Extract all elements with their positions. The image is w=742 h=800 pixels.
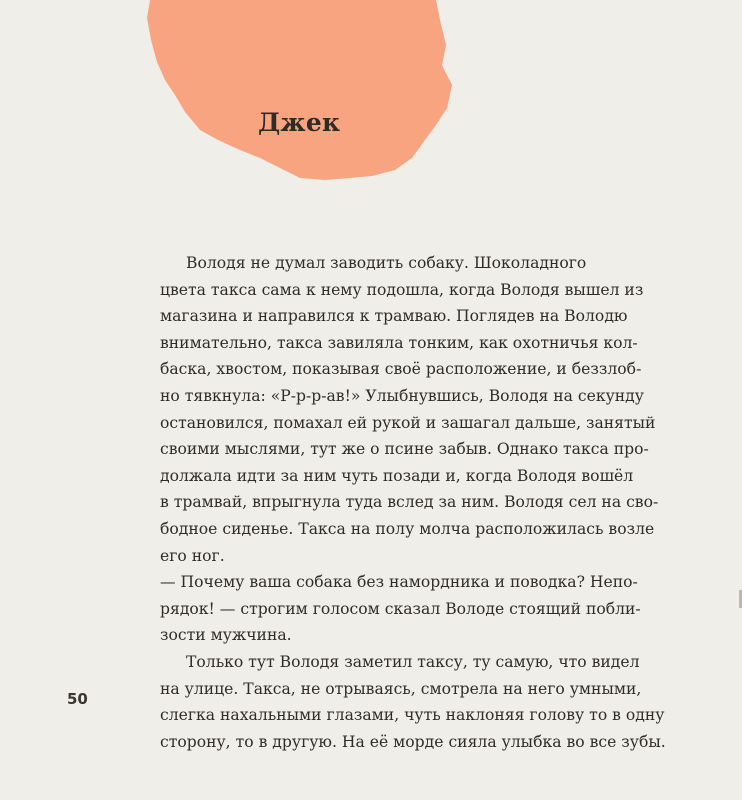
text-line: его ног. — [160, 546, 225, 565]
page-number: 50 — [67, 690, 88, 708]
text-line: остановился, помахал ей рукой и зашагал дальше, занятый — [160, 413, 656, 432]
text-line: но тявкнула: «Р-р-р-ав!» Улыбнувшись, Володя на секунду — [160, 386, 644, 405]
text-line: должала идти за ним чуть позади и, когда Володя вошёл — [160, 466, 634, 485]
text-line: своими мыслями, тут же о псине забыв. Однако такса про- — [160, 440, 649, 459]
text-line: внимательно, такса завиляла тонким, как охотничья кол- — [160, 333, 638, 352]
text-line: слегка нахальными глазами, чуть наклоняя голову то в одну — [160, 706, 665, 725]
text-line: Володя не думал заводить собаку. Шоколадного — [186, 254, 587, 272]
watercolor-blob-decoration — [0, 0, 742, 200]
text-line: Только тут Володя заметил таксу, ту самую, что видел — [186, 652, 640, 671]
text-line: цвета такса сама к нему подошла, когда Володя вышел из — [160, 280, 644, 299]
text-line: баска, хвостом, показывая своё расположение, и беззлоб- — [160, 360, 642, 379]
text-line: на улице. Такса, не отрываясь, смотрела на него умными, — [160, 679, 642, 698]
text-line: в трамвай, впрыгнула туда вслед за ним. Володя сел на сво- — [160, 493, 659, 512]
watercolor-blob-shape — [147, 0, 452, 180]
text-line: бодное сиденье. Такса на полу молча расположилась возле — [160, 519, 655, 538]
text-line: рядок! — строгим голосом сказал Володе стоящий побли- — [160, 599, 641, 618]
text-line: магазина и направился к трамваю. Поглядев на Володю — [160, 307, 628, 326]
text-line: зости мужчина. — [160, 626, 292, 645]
text-line: — Почему ваша собака без намордника и поводка? Непо- — [160, 573, 638, 592]
text-line: сторону, то в другую. На её морде сияла улыбка во все зубы. — [160, 732, 666, 751]
chapter-title: Джек — [258, 108, 341, 137]
body-text — [160, 250, 700, 755]
